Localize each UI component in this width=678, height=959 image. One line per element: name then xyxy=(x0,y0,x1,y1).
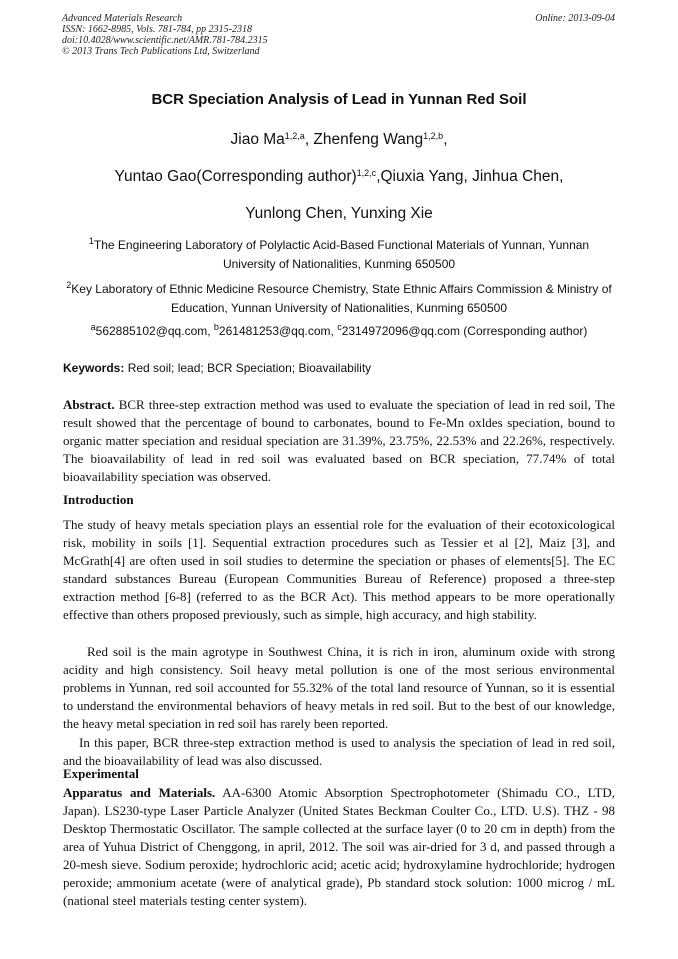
author-line-3: Yunlong Chen, Yunxing Xie xyxy=(245,205,433,222)
issn-line: ISSN: 1662-8985, Vols. 781-784, pp 2315-2318 xyxy=(62,24,252,35)
email-a: 562885102@qq.com, xyxy=(95,324,214,338)
apparatus-text: AA-6300 Atomic Absorption Spectrophotometer (Shimadu CO., LTD, Japan). LS230-type Laser Particle Analyzer (United States Beckman Coulter Co., LTD. U.S). THZ - 98 Desktop Thermostatic Oscillator. The sample collected at the surface layer (0 to 20 cm in depth) from the area of Yuhua District of Chenggong, in april, 2012. The soil was air-dried for 3 d, and passed through a 20-mesh sieve. Sodium peroxide; hydrochloric acid; acetic acid; hydroxylamine hydrochloride; hydrogen peroxide; ammonium acetate (were of analytical grade), Pb standard stock solution: 1000 microg / mL (national steel materials testing center system). xyxy=(63,785,615,908)
paper-title: BCR Speciation Analysis of Lead in Yunnan Red Soil xyxy=(151,91,527,108)
email-sup: a xyxy=(90,322,96,332)
affiliation-text: The Engineering Laboratory of Polylactic Acid-Based Functional Materials of Yunnan, Yunnan University of Nationalities, Kunming 650500 xyxy=(93,238,590,271)
author-affil-sup: 1,2,c xyxy=(356,168,377,178)
email-c: 2314972096@qq.com (Corresponding author) xyxy=(341,324,588,338)
author-separator: , xyxy=(443,131,448,148)
abstract-label: Abstract. xyxy=(63,397,115,412)
abstract-text: BCR three-step extraction method was used to evaluate the speciation of lead in red soil, The result showed that the percentage of bound to carbonates, bound to Fe-Mn oxldes speciation, bound to organic matter speciation and residual speciation are 31.39%, 23.75%, 22.53% and 22.26%, respectively. The bioavailability of lead in red soil was evaluated based on BCR speciation, 77.74% of total bioavailability speciation was observed. xyxy=(63,397,615,484)
keywords-label: Keywords: xyxy=(63,361,125,375)
affiliation-2 xyxy=(62,280,616,318)
author-affil-sup: 1,2,a xyxy=(284,131,305,141)
intro-paragraph-1: The study of heavy metals speciation plays an essential role for the evaluation of their ecotoxicological risk, mobility in soils [1]. Sequential extraction procedures such as Tessier et al [2], Maiz [3], and McGrath[4] are often used in soil studies to determine the speciation or phases of elements[5]. The EC standard substances Bureau (European Communities Bureau of Reference) proposed a three-step extraction method [6-8] (referred to as the BCR Act). This method appears to be more operationally effective than others proposed previously, such as simple, high accuracy, and high stability. xyxy=(63,517,615,622)
author-name: Jiao Ma xyxy=(230,131,285,148)
author-line-2 xyxy=(62,168,616,186)
author-name: Yuntao Gao(Corresponding author) xyxy=(114,168,357,185)
online-date: Online: 2013-09-04 xyxy=(535,13,615,24)
keywords xyxy=(63,361,371,375)
copyright-line: © 2013 Trans Tech Publications Ltd, Switzerland xyxy=(62,46,260,57)
author-names: ,Qiuxia Yang, Jinhua Chen, xyxy=(376,168,564,185)
email-sup: c xyxy=(337,322,342,332)
email-sup: b xyxy=(213,322,219,332)
apparatus-paragraph xyxy=(63,784,615,910)
journal-header xyxy=(62,13,268,57)
doi-line: doi:10.4028/www.scientific.net/AMR.781-784.2315 xyxy=(62,35,268,46)
apparatus-label: Apparatus and Materials. xyxy=(63,785,216,800)
affiliation-text: Key Laboratory of Ethnic Medicine Resource Chemistry, State Ethnic Affairs Commission & Ministry of Education, Yunnan University of Nationalities, Kunming 650500 xyxy=(71,282,612,315)
author-affil-sup: 1,2,b xyxy=(423,131,444,141)
section-heading-experimental: Experimental xyxy=(63,766,139,781)
intro-paragraph-2: Red soil is the main agrotype in Southwest China, it is rich in iron, aluminum oxide with strong acidity and high consistency. Soil heavy metal pollution is one of the most serious environmental problems in Yunnan, red soil accounted for 55.32% of the total land resource of Yunnan, so it is essential to understand the environmental behaviors of heavy metals in red soil. But to the best of our knowledge, the heavy metal speciation in red soil has rarely been reported. xyxy=(63,644,615,731)
email-b: 261481253@qq.com, xyxy=(218,324,338,338)
abstract xyxy=(63,396,615,486)
section-heading-introduction: Introduction xyxy=(63,492,134,507)
author-line-1 xyxy=(62,131,616,149)
journal-name: Advanced Materials Research xyxy=(62,13,183,24)
email-line xyxy=(62,322,616,341)
affiliation-1 xyxy=(62,236,616,274)
keywords-text: Red soil; lead; BCR Speciation; Bioavailability xyxy=(124,361,372,375)
affiliation-sup: 1 xyxy=(88,236,94,246)
intro-paragraph-3: In this paper, BCR three-step extraction method is used to analysis the speciation of lead in red soil, and the bioavailability of lead was also discussed. xyxy=(63,735,615,768)
affiliation-sup: 2 xyxy=(66,280,72,290)
author-name: , Zhenfeng Wang xyxy=(304,131,424,148)
